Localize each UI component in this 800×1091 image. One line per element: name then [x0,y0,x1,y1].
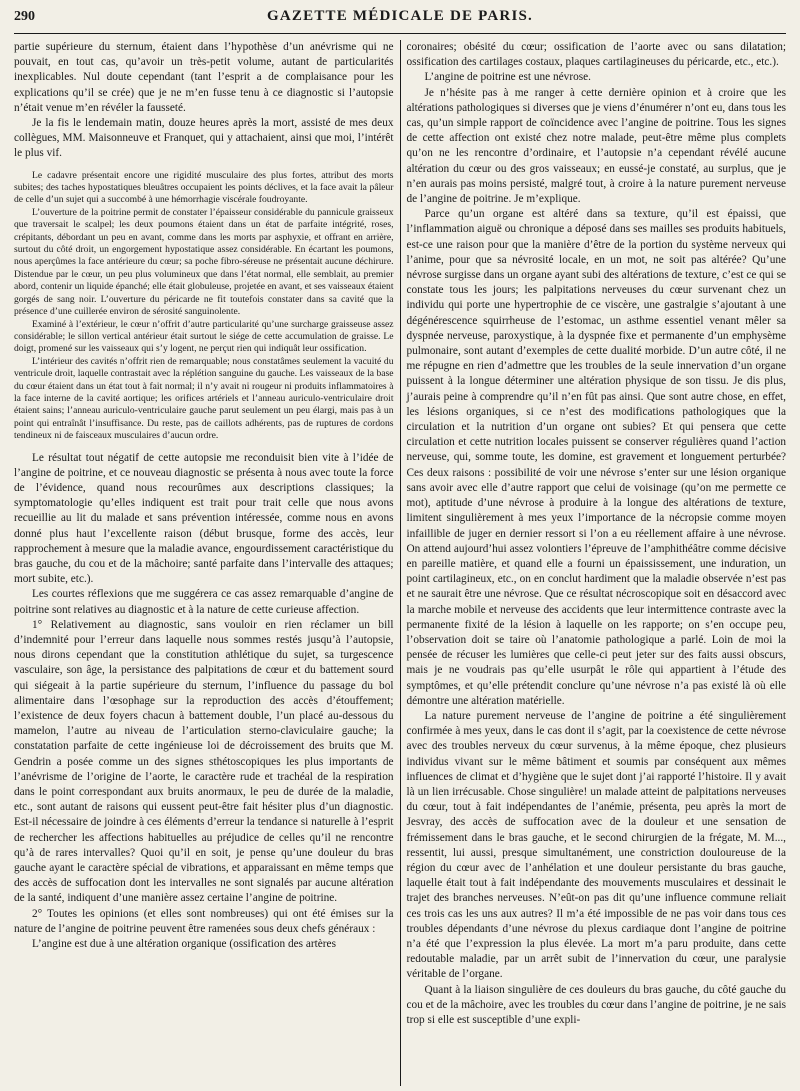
paragraph: La nature purement nerveuse de l’angine de poitrine a été singulièrement confirmée à mes yeux, dans le cas dont il s’agit, par la coexistence de cette névrose avec des troubles nerveux du cœur survenus, à la même époque, chez plusieurs individus vivant sur le même bâtiment et soumis par conséquent aux mêmes influences de climat et d’hygiène que le sujet dont j’ai rapporté l’histoire. Il y avait là un lien irrécusable. Chose singulière! un malade atteint de palpitations nerveuses du cœur, tout à fait indépendantes de l’anémie, présenta, peu après la mort de Jesvray, des accès de suffocation avec de la douleur et une sensation de frémissement dans le bras gauche, et le second chirurgien de la frégate, M. M..., ressentit, lui aussi, presque simultanément, une constriction douloureuse de la région du cœur avec de l’anhélation et une douleur persistante du bras gauche, laquelle était tout à fait indépendante des mouvements musculaires et dessinait le trajet des branches nerveuses. N’eût-on pas dit qu’une influence commune reliait ces trois cas les uns aux autres? Il m’a été impossible de ne pas voir dans tous ces troubles dépendants d’une névrose du plexus cardiaque dont l’angine de poitrine n’a été que l’expression la plus élevée. La mort m’a paru produite, dans cette redoutable maladie, par un arrêt subit de l’innervation du cœur, une paralysie véritable de l’organe. [406,709,786,981]
text-columns [14,40,786,1086]
autopsy-section [14,170,394,443]
page-header [14,8,786,34]
journal-title: GAZETTE MÉDICALE DE PARIS. [267,8,533,24]
paragraph: coronaires; obésité du cœur; ossification de l’aorte avec ou sans dilatation; ossification des cartilages costaux, plaques cartilagineuses du péricarde, etc., etc.). [406,41,786,69]
paragraph: 2° Toutes les opinions (et elles sont nombreuses) qui ont été émises sur la nature de l’angine de poitrine peuvent être ramenées sous deux chefs généraux : [14,907,394,935]
discussion-section [14,451,394,953]
paragraph: L’ouverture de la poitrine permit de constater l’épaisseur considérable du pannicule graisseux que traversait le scalpel; les deux poumons étaient dans un état de parfaite intégrité, roses, crépitants, débordant un peu en avant, comme dans les morts par asphyxie, et offrant en arrière, surtout du côté droit, un engorgement hypostatique assez considérable. En écartant les poumons, nous aperçûmes la face antérieure du cœur; sa poche fibro-séreuse ne présentait aucune déchirure. Distendue par le cœur, un peu plus volumineux que dans l’état normal, elle semblait, au premier abord, contenir un liquide épanché; elle était globuleuse, projetée en avant, et ses vaisseaux étaient gorgés de sang noir. L’ouverture du péricarde ne fit toutefois constater dans sa cavité que la présence d’une cuillerée environ de sérosité sanguinolente. [14,206,394,318]
paragraph: Je n’hésite pas à me ranger à cette dernière opinion et à croire que les altérations pathologiques si diverses que je viens d’énumérer n’ont eu, dans tous les cas, qu’un simple rapport de coïncidence avec l’angine de poitrine. Tous les signes de cette affection ont existé chez notre malade, peut-être même plus complets qu’on ne les rencontre d’ordinaire, et l’autopsie n’a cependant révélé aucune altération du cœur ou des gros vaisseaux; en eussé-je constaté, au surplus, que je n’en aurais pas moins persisté, malgré tout, à croire à la nature purement nerveuse de l’angine de poitrine. Je m’explique. [406,86,786,206]
paragraph: Le cadavre présentait encore une rigidité musculaire des plus fortes, attribut des morts subites; des taches hypostatiques bleuâtres occupaient les points déclives, et la face avait la pâleur de celle d’un sujet qui a succombé à une hémorrhagie viscérale foudroyante. [14,169,394,206]
paragraph: Parce qu’un organe est altéré dans sa texture, qu’il est épaissi, que l’inflammation aiguë ou chronique a déposé dans ses mailles ses produits habituels, est-ce une raison pour que la manière d’être de la portion du système nerveux qui l’anime, pour que sa névrosité locale, en un mot, ne soit pas altérée? Qu’une névrose surgisse dans un organe ayant subi des altérations de texture, c’est ce qui se constate tous les jours; les palpitations nerveuses du cœur survenant chez un individu qui porte une hypertrophie de ce viscère, une gastralgie s’ajoutant à une dégénérescence squirrheuse de l’estomac, un asthme essentiel venant mêler sa dyspnée nerveuse, paroxystique, à la dyspnée fixe et permanente d’un emphysème pulmonaire, sont autant d’exemples de cette dualité morbide. D’un autre côté, il ne me répugne en rien d’admettre que les troubles de la seule innervation d’un organe puissent à la longue déterminer une altération physique de son tissu. Je dis plus, j’aurais peine à comprendre qu’il n’en fût pas ainsi. Que sont autre chose, en effet, les lésions organiques, si ce n’est des modifications pathologiques que la circulation et la nutrition d’un organe ont subies? Et qui pensera que cette circulation et cette nutrition locales puissent se conserver régulières quand l’action nerveuse, qui, somme toute, les domine, est gravement et longuement perturbée? Ces deux raisons : possibilité de voir une névrose s’enter sur une lésion organique sans avoir avec elle d’autre rapport que celui de voisinage (qu’on me permette ce mot), aptitude d’une névrose à produire à la longue des altérations de texture, limitent singulièrement à mes yeux l’importance de la nécropsie comme moyen infaillible de juger en dernier ressort si l’on a eu réellement affaire à une névrose. On attend aujourd’hui assez volontiers l’épreuve de l’amphithéâtre comme décisive en pareille matière, et quand elle a fourni un épaississement, une induration, un point cartilagineux, etc., on en conclut hardiment que la maladie observée n’est pas et ne saurait être une névrose. Que ce résultat nécroscopique soit en désaccord avec la marche mobile et nerveuse des accidents que leur intermittence contraste avec la permanente fixité de la lésion à laquelle on les rapporte; on s’en occupe peu, l’observation doit se taire où l’anatomie pathologique a parlé. Loin de moi la pensée de récuser les lumières que celle-ci peut jeter sur des faits aussi obscurs, mais je ne voudrais pas qu’elle usurpât le rôle qui appartient à l’étude des symptômes, et qu’elle prétendit conclure qu’une névrose n’a pas existé là où elle démontre une altération matérielle. [406,208,786,707]
right-column [400,40,787,1086]
paragraph: partie supérieure du sternum, étaient dans l’hypothèse d’un anévrisme qui ne pouvait, en tout cas, qu’avoir un très-petit volume, autant de particularités inexplicables. Nul doute cependant (tant l’esprit a de complaisance pour les explications qu’il se crée) que je ne m’en fusse tenu à ce diagnostic si l’autopsie n’était venue m’en révéler la fausseté. [14,41,394,114]
paragraph: Je la fis le lendemain matin, douze heures après la mort, assisté de mes deux collègues, MM. Maisonneuve et Franquet, qui y attachaient, ainsi que moi, l’intérêt le plus vif. [14,117,394,160]
intro-section [14,40,394,162]
paragraph: L’intérieur des cavités n’offrit rien de remarquable; nous constatâmes seulement la vacuité du ventricule droit, laquelle contrastait avec la réplétion sanguine du gauche. Les vaisseaux de la base du cœur étaient dans un état tout à fait normal; il n’y avait ni rougeur ni produits inflammatoires à la face interne de la cavité aortique; les orifices artériels et l’anneau auriculo-ventriculaire droit étaient sains; l’anneau auriculo-ventriculaire gauche parut seulement un peu élargi, mais pas à un point qui entraînât l’insuffisance. Du reste, pas de caillots adhérents, pas de ruptures de cordons tendineux ni de faisceaux musculaires d’aucun ordre. [14,355,394,442]
left-column [14,40,400,1086]
paragraph: L’angine est due à une altération organique (ossification des artères [32,938,336,951]
paragraph: Le résultat tout négatif de cette autopsie me reconduisit bien vite à l’idée de l’angine de poitrine, et ce nouveau diagnostic se présenta à nous avec toute la force de l’évidence, quand nous recourûmes aux descriptions classiques; la symptomatologie qu’elles indiquent est trait pour trait celle que nous avons recueillie au lit du malade et sans prévention intéressée, comme nous en avons donné plus haut l’excellente raison (début brusque, forme des accès, leur rapprochement à mesure que la maladie avance, engourdissement caractéristique du bras gauche, du cou et de la mâchoire; santé parfaite dans l’intervalle des attaques; mort subite, etc.). [14,451,394,586]
page-number: 290 [14,9,35,24]
paragraph: Examiné à l’extérieur, le cœur n’offrit d’autre particularité qu’une surcharge graisseuse assez considérable; le sillon vertical antérieur était surtout le siége de cette accumulation de graisse. Le doigt, promené sur les vaisseaux qui s’y logent, ne perçut rien qui indiquât leur ossification. [14,318,394,355]
paragraph: Les courtes réflexions que me suggérera ce cas assez remarquable d’angine de poitrine sont relatives au diagnostic et à la nature de cette curieuse affection. [14,588,394,616]
paragraph: 1° Relativement au diagnostic, sans vouloir en rien réclamer un bill d’indemnité pour l’erreur dans laquelle nous sommes restés jusqu’à l’autopsie, nous dirons cependant que la constitution athlétique du sujet, sa turgescence vasculaire, son âge, la persistance des palpitations de cœur et du battement sourd qui siégeait à la partie supérieure du sternum, l’influence du passage du bol alimentaire dans l’œsophage sur la reproduction des accès d’étouffement; l’existence de deux foyers chacun à battement double, l’un placé au-dessous du mamelon, l’autre au niveau de l’articulation sterno-claviculaire gauche; la constatation parfaite de cette ingénieuse loi de décroissement des bruits que M. Gendrin a posée comme un des signes sthétoscopiques les plus importants de l’anévrisme de l’origine de l’aorte, le caractère rude et trachéal de la respiration dans le point correspondant aux bruits anormaux, le peu de durée de la maladie, etc., sont autant de raisons qui eussent peut-être fait hésiter plus d’un diagnostic. Est-il nécessaire de joindre à ces éléments d’erreur la tendance si naturelle à l’esprit de rechercher les affections habituelles au préjudice de celles qu’il ne rencontre qu’à de rares intervalles? Quoi qu’il en soit, je pense qu’une douleur du bras gauche ayant le caractère spécial de vibrations, et apparaissant en même temps que des accès de suffocation dont les intervalles ne sont signalés par aucune altération de la santé, indiquent d’une manière assez certaine l’angine de poitrine. [14,618,394,905]
paragraph: Quant à la liaison singulière de ces douleurs du bras gauche, du côté gauche du cou et de la mâchoire, avec les troubles du cœur dans l’angine de poitrine, je ne sais trop si elle est susceptible d’une expli- [406,983,786,1026]
paragraph: L’angine de poitrine est une névrose. [424,71,591,84]
